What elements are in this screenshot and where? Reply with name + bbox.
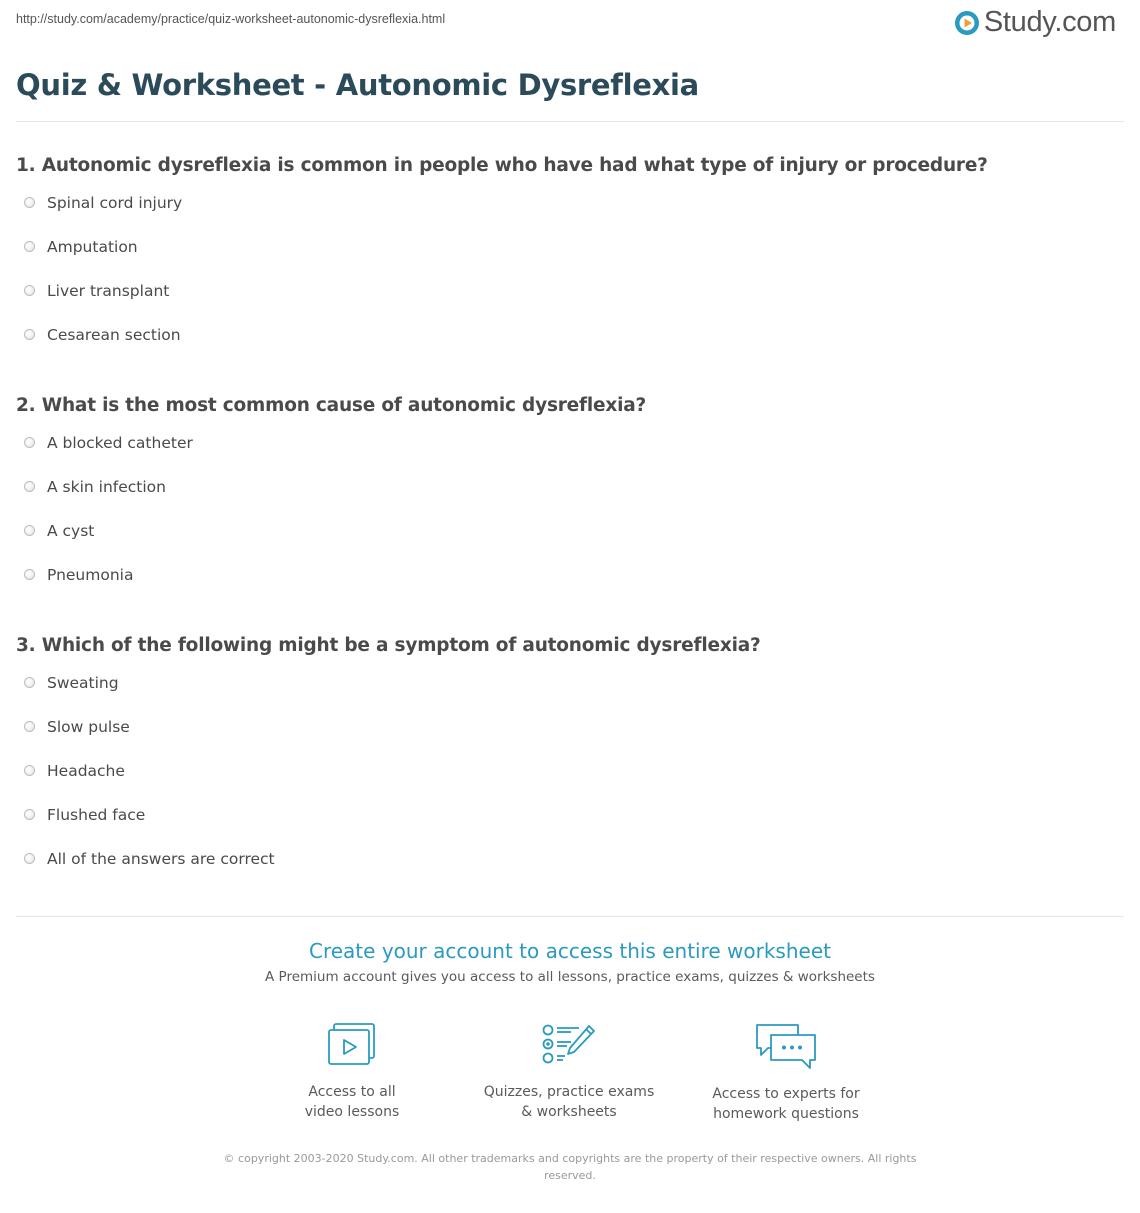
title-divider	[16, 121, 1124, 122]
answer-label: Spinal cord injury	[47, 194, 183, 212]
answer-option[interactable]	[16, 761, 1116, 805]
answer-option[interactable]	[16, 717, 1116, 761]
radio-button[interactable]	[24, 765, 35, 776]
question-2	[16, 395, 1116, 609]
answer-label: Liver transplant	[47, 282, 170, 300]
radio-button[interactable]	[24, 853, 35, 864]
feature-line-2: homework questions	[713, 1106, 859, 1122]
radio-button[interactable]	[24, 241, 35, 252]
feature-quizzes	[479, 1022, 659, 1122]
feature-line-1: Quizzes, practice exams	[483, 1084, 655, 1100]
answer-label: Amputation	[47, 238, 138, 256]
question-text: 1. Autonomic dysreflexia is common in people who have had what type of injury or procedure?	[16, 155, 988, 176]
answer-option[interactable]	[16, 433, 1116, 477]
top-bar	[0, 0, 1140, 48]
answer-list	[16, 193, 1116, 369]
copyright-notice: © copyright 2003-2020 Study.com. All other trademarks and copyrights are the property of their respective owners. All rights reserved.	[223, 1152, 917, 1182]
question-1	[16, 155, 1116, 369]
feature-label	[696, 1084, 876, 1124]
answer-list	[16, 433, 1116, 609]
answer-option[interactable]	[16, 849, 1116, 893]
section-divider	[16, 916, 1124, 917]
quiz-checklist-icon	[541, 1022, 597, 1068]
feature-line-1: Access to all	[308, 1084, 396, 1100]
chat-bubbles-icon	[754, 1022, 818, 1070]
answer-label: A blocked catheter	[47, 434, 193, 452]
answer-option[interactable]	[16, 281, 1116, 325]
answer-option[interactable]	[16, 477, 1116, 521]
radio-button[interactable]	[24, 481, 35, 492]
radio-button[interactable]	[24, 525, 35, 536]
radio-button[interactable]	[24, 437, 35, 448]
feature-label	[479, 1082, 659, 1122]
answer-label: All of the answers are correct	[47, 850, 275, 868]
answer-label: A cyst	[47, 522, 95, 540]
answer-label: Flushed face	[47, 806, 146, 824]
radio-button[interactable]	[24, 197, 35, 208]
feature-video-lessons	[262, 1022, 442, 1122]
radio-button[interactable]	[24, 285, 35, 296]
answer-option[interactable]	[16, 565, 1116, 609]
page-title: Quiz & Worksheet - Autonomic Dysreflexia	[16, 68, 699, 102]
video-lesson-icon	[326, 1022, 378, 1068]
answer-label: A skin infection	[47, 478, 166, 496]
question-3	[16, 635, 1116, 893]
answer-label: Cesarean section	[47, 326, 181, 344]
cta-subtitle: A Premium account gives you access to all lessons, practice exams, quizzes & worksheets	[265, 969, 875, 985]
radio-button[interactable]	[24, 677, 35, 688]
radio-button[interactable]	[24, 569, 35, 580]
page-url: http://study.com/academy/practice/quiz-worksheet-autonomic-dysreflexia.html	[16, 12, 446, 26]
radio-button[interactable]	[24, 721, 35, 732]
feature-label	[262, 1082, 442, 1122]
logo-text: Study.com	[983, 6, 1116, 38]
feature-line-1: Access to experts for	[712, 1086, 860, 1102]
cta-title-link[interactable]: Create your account to access this entire worksheet	[309, 939, 831, 963]
answer-option[interactable]	[16, 237, 1116, 281]
answer-option[interactable]	[16, 521, 1116, 565]
answer-label: Sweating	[47, 674, 119, 692]
answer-option[interactable]	[16, 805, 1116, 849]
answer-option[interactable]	[16, 325, 1116, 369]
study-logo[interactable]	[954, 6, 1116, 39]
feature-experts	[696, 1022, 876, 1124]
answer-label: Headache	[47, 762, 125, 780]
radio-button[interactable]	[24, 329, 35, 340]
question-text: 2. What is the most common cause of autonomic dysreflexia?	[16, 395, 647, 416]
answer-label: Pneumonia	[47, 566, 134, 584]
play-logo-icon	[954, 10, 980, 36]
answer-list	[16, 673, 1116, 893]
radio-button[interactable]	[24, 809, 35, 820]
feature-line-2: & worksheets	[521, 1104, 617, 1120]
question-text: 3. Which of the following might be a symptom of autonomic dysreflexia?	[16, 635, 761, 656]
answer-label: Slow pulse	[47, 718, 130, 736]
answer-option[interactable]	[16, 673, 1116, 717]
feature-line-2: video lessons	[304, 1104, 400, 1120]
answer-option[interactable]	[16, 193, 1116, 237]
